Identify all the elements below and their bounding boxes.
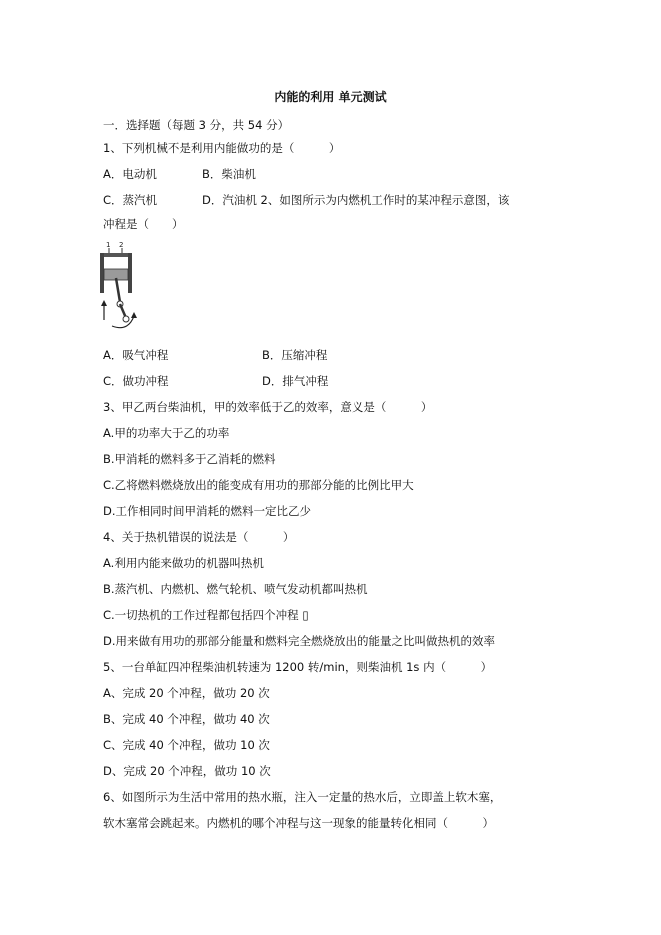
question-4-option-b: B.蒸汽机、内燃机、燃气轮机、喷气发动机都叫热机: [103, 582, 368, 596]
question-4-option-a: A.利用内能来做功的机器叫热机: [103, 556, 264, 570]
question-5-option-c: C、完成 40 个冲程，做功 10 次: [103, 738, 270, 752]
question-5-option-a: A、完成 20 个冲程，做功 20 次: [103, 686, 270, 700]
rotation-arrow-head-icon: [131, 312, 137, 318]
cylinder-head: [100, 253, 132, 257]
cylinder-wall-left: [100, 253, 104, 293]
engine-cylinder-diagram: [92, 240, 140, 332]
question-1-option-b: B．柴油机: [202, 167, 256, 181]
question-1-option-d: D．汽油机 2、如图所示为内燃机工作时的某冲程示意图，该: [202, 193, 510, 207]
arrow-up-icon: [101, 300, 107, 306]
question-6-stem-line-2: 软木塞常会跳起来。内燃机的哪个冲程与这一现象的能量转化相同（ ）: [103, 816, 494, 830]
page-title: 内能的利用 单元测试: [274, 90, 387, 104]
question-3-option-d: D.工作相同时间甲消耗的燃料一定比乙少: [103, 504, 312, 518]
question-2-option-c: C．做功冲程: [103, 374, 169, 388]
section-heading: 一．选择题（每题 3 分，共 54 分）: [103, 118, 290, 132]
question-5-option-b: B、完成 40 个冲程，做功 40 次: [103, 712, 270, 726]
question-4-option-c: C.一切热机的工作过程都包括四个冲程 ▯: [103, 608, 309, 622]
question-4-option-d: D.用来做有用功的那部分能量和燃料完全燃烧放出的能量之比叫做热机的效率: [103, 634, 496, 648]
question-5-stem: 5、一台单缸四冲程柴油机转速为 1200 转/min，则柴油机 1s 内（ ）: [103, 660, 493, 674]
combustion-chamber: [104, 257, 128, 269]
engine-stroke-figure: [92, 240, 140, 332]
question-1-option-c: C．蒸汽机: [103, 193, 158, 207]
question-2-option-a: A．吸气冲程: [103, 348, 169, 362]
question-1-option-a: A．电动机: [103, 167, 157, 181]
crankshaft: [123, 316, 129, 322]
connecting-rod: [116, 278, 120, 302]
question-1-stem: 1、下列机械不是利用内能做功的是（ ）: [103, 141, 341, 155]
question-3-option-c: C.乙将燃料燃烧放出的能变成有用功的那部分能的比例比甲大: [103, 478, 414, 492]
figure-label-2: 2: [119, 241, 124, 249]
question-6-stem-line-1: 6、如图所示为生活中常用的热水瓶，注入一定量的热水后，立即盖上软木塞，: [103, 790, 502, 804]
question-3-stem: 3、甲乙两台柴油机，甲的效率低于乙的效率，意义是（ ）: [103, 400, 433, 414]
question-2-option-b: B．压缩冲程: [262, 348, 328, 362]
question-2-option-d: D．排气冲程: [262, 374, 329, 388]
question-3-option-a: A.甲的功率大于乙的功率: [103, 426, 230, 440]
question-2-stem-continued: 冲程是（ ）: [103, 217, 184, 231]
question-5-option-d: D、完成 20 个冲程，做功 10 次: [103, 764, 271, 778]
cylinder-wall-right: [128, 253, 132, 293]
question-3-option-b: B.甲消耗的燃料多于乙消耗的燃料: [103, 452, 276, 466]
question-4-stem: 4、关于热机错误的说法是（ ）: [103, 530, 295, 544]
figure-label-1: 1: [106, 241, 111, 249]
